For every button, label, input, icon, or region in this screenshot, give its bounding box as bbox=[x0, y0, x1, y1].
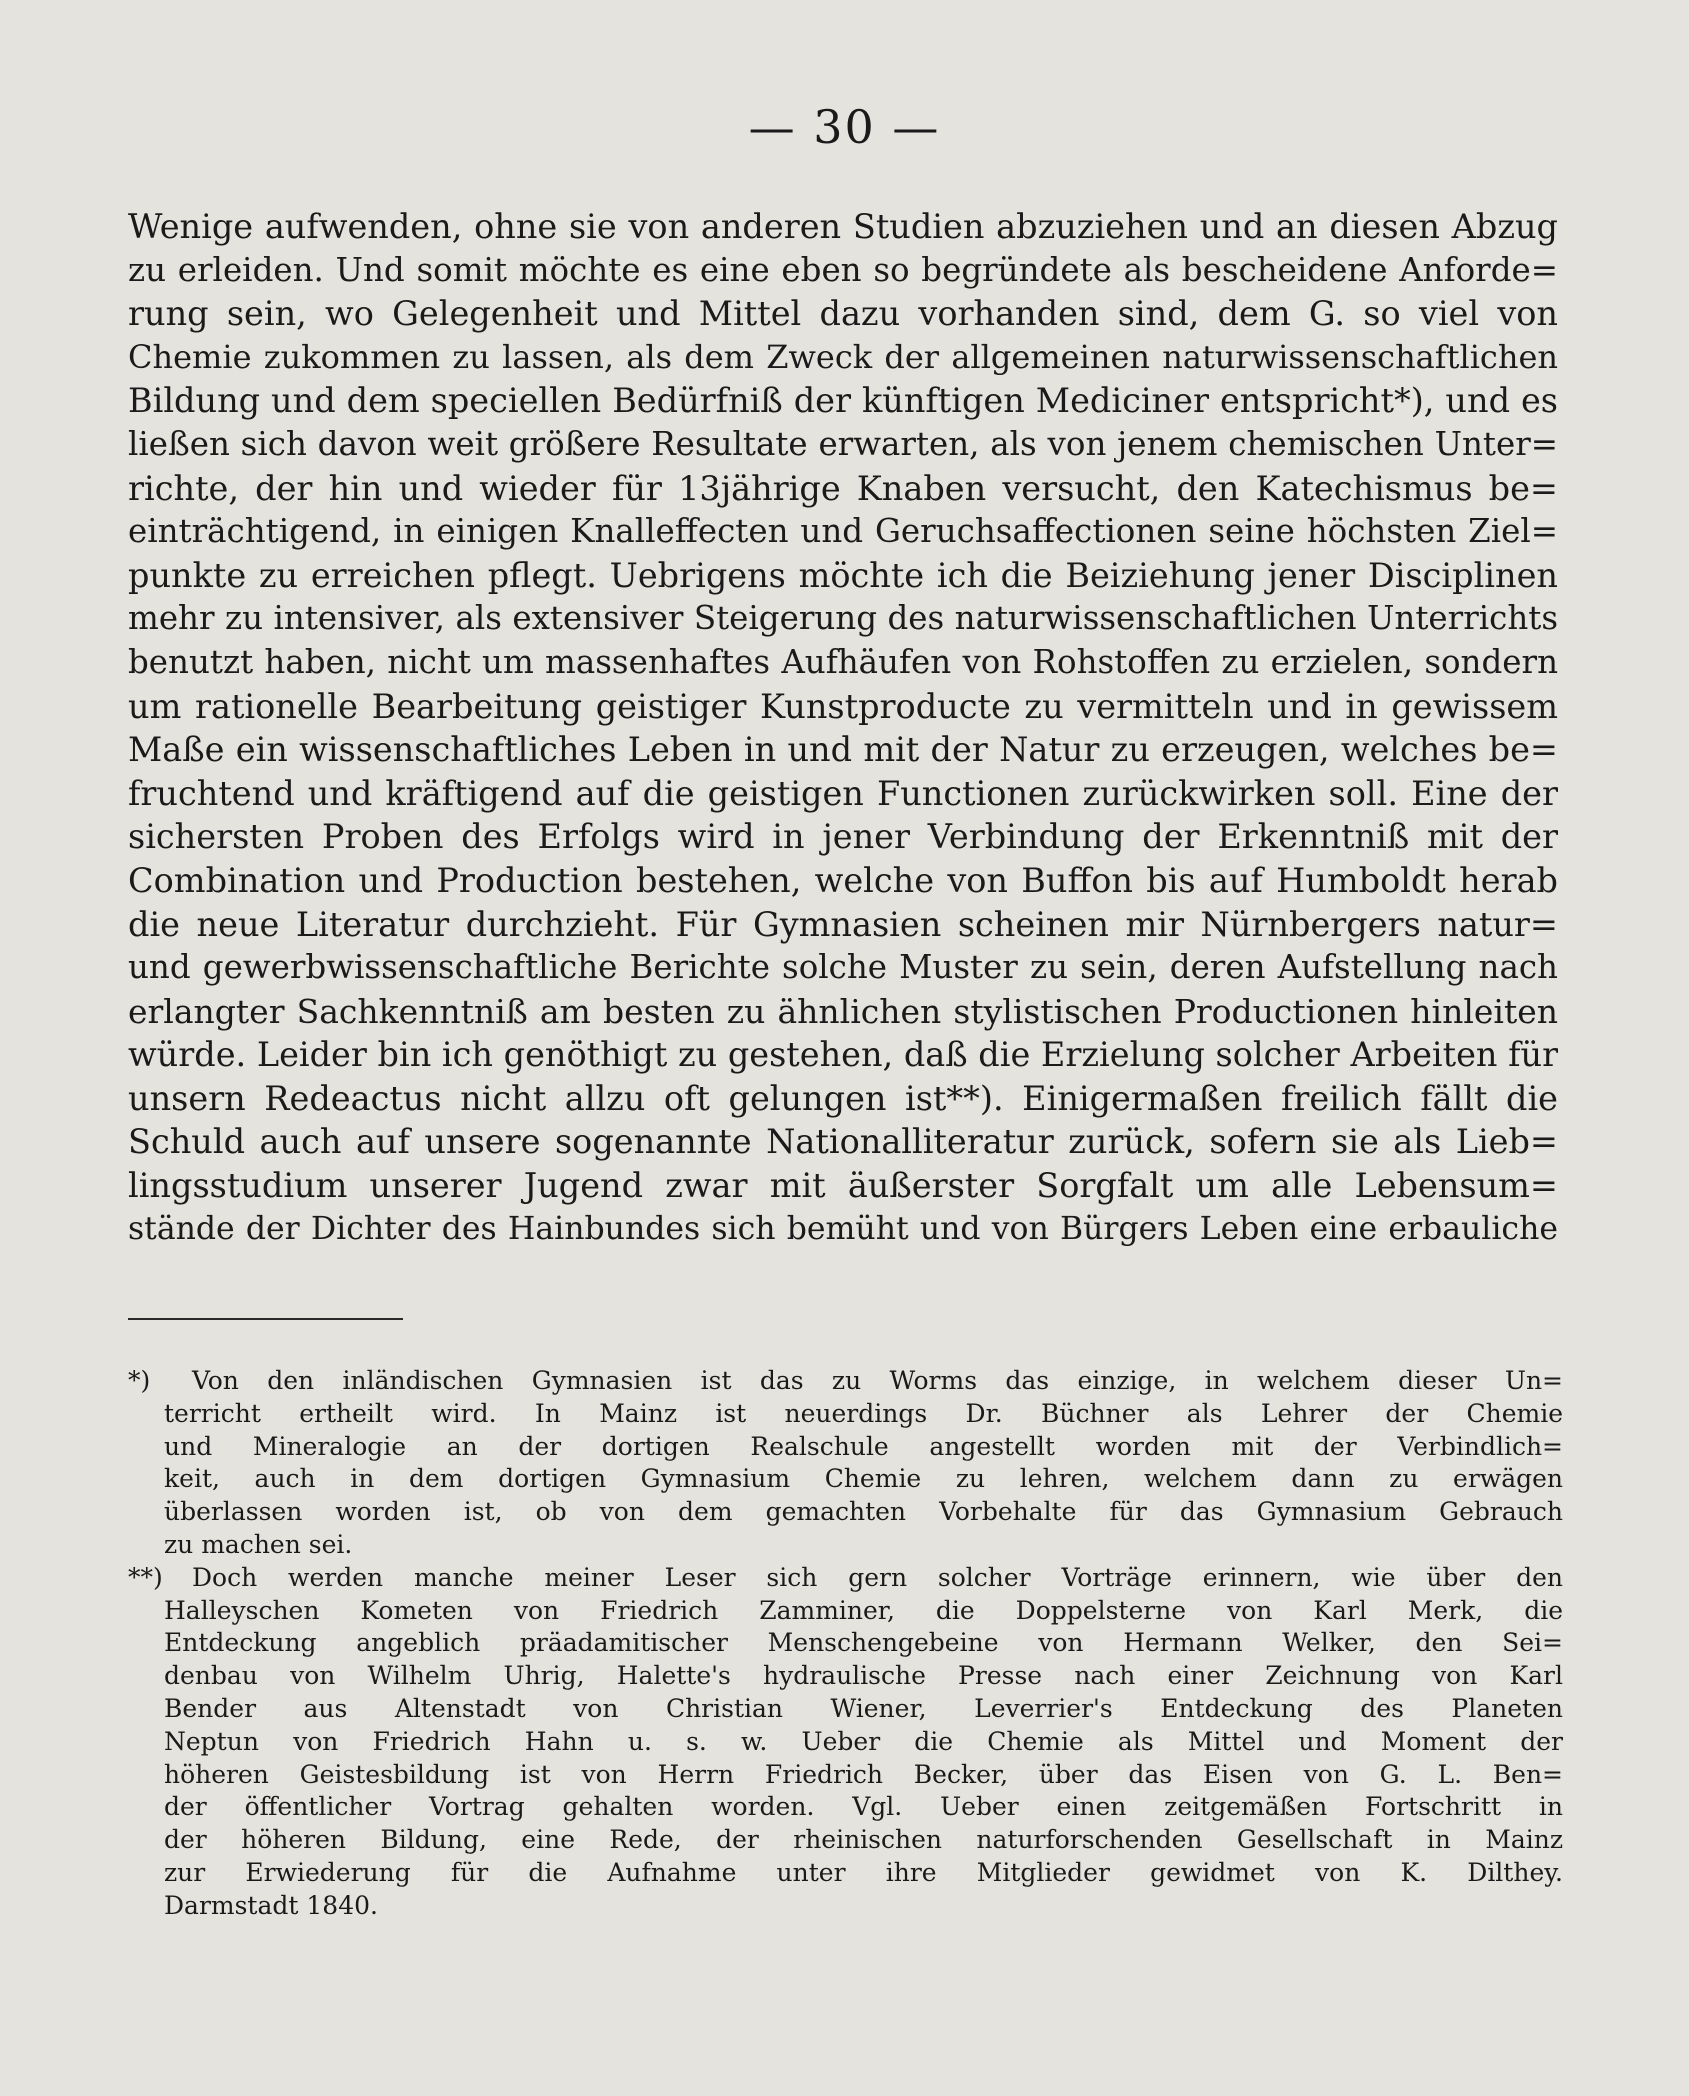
footnote-1-line: terricht ertheilt wird. In Mainz ist neuerdings Dr. Büchner als Lehrer der Chemie bbox=[164, 1398, 1563, 1428]
text-line: Chemie zukommen zu lassen, als dem Zweck der allgemeinen naturwissenschaftlichen bbox=[128, 337, 1558, 376]
footnote-2-line: höheren Geistesbildung ist von Herrn Friedrich Becker, über das Eisen von G. L. Ben= bbox=[164, 1759, 1563, 1789]
footnote-2-line: Halleyschen Kometen von Friedrich Zamminer, die Doppelsterne von Karl Merk, die bbox=[164, 1595, 1563, 1625]
text-line: Bildung und dem speciellen Bedürfniß der künftigen Mediciner entspricht*), und es bbox=[128, 381, 1558, 421]
text-line: unsern Redeactus nicht allzu oft gelungen ist**). Einigermaßen freilich fällt die bbox=[128, 1078, 1558, 1118]
text-line: punkte zu erreichen pflegt. Uebrigens möchte ich die Beiziehung jener Disciplinen bbox=[128, 555, 1558, 595]
footnote-marker: **) bbox=[128, 1562, 163, 1592]
footnotes bbox=[128, 1365, 1563, 1923]
footnote-1-line: überlassen worden ist, ob von dem gemachten Vorbehalte für das Gymnasium Gebrauch bbox=[164, 1497, 1563, 1527]
text-line: Maße ein wissenschaftliches Leben in und mit der Natur zu erzeugen, welches be= bbox=[128, 730, 1558, 770]
footnote-1-line: *) Von den inländischen Gymnasien ist das zu Worms das einzige, in welchem dieser Un= bbox=[128, 1365, 1563, 1398]
text-line: einträchtigend, in einigen Knalleffecten und Geruchsaffectionen seine höchsten Ziel= bbox=[128, 512, 1558, 551]
text-line: stände der Dichter des Hainbundes sich bemüht und von Bürgers Leben eine erbauliche bbox=[128, 1210, 1558, 1247]
text-line: fruchtend und kräftigend auf die geistigen Functionen zurückwirken soll. Eine der bbox=[128, 773, 1558, 813]
footnote-2-line: **) Doch werden manche meiner Leser sich gern solcher Vorträge erinnern, wie über den bbox=[128, 1562, 1563, 1595]
footnote-2-line: Bender aus Altenstadt von Christian Wiener, Leverrier's Entdeckung des Planeten bbox=[164, 1693, 1563, 1723]
text-line: ließen sich davon weit größere Resultate erwarten, als von jenem chemischen Unter= bbox=[128, 424, 1558, 463]
footnote-separator bbox=[128, 1318, 403, 1320]
footnote-2-line: Darmstadt 1840. bbox=[164, 1890, 378, 1920]
footnote-1-line: keit, auch in dem dortigen Gymnasium Chemie zu lehren, welchem dann zu erwägen bbox=[164, 1464, 1563, 1494]
footnote-marker: *) bbox=[128, 1366, 151, 1395]
footnote-1-line: zu machen sei. bbox=[164, 1529, 353, 1559]
text-line: richte, der hin und wieder für 13jährige Knaben versucht, den Katechismus be= bbox=[128, 468, 1558, 508]
text-line: um rationelle Bearbeitung geistiger Kunstproducte zu vermitteln und in gewissem bbox=[128, 686, 1558, 726]
footnote-2-line: Neptun von Friedrich Hahn u. s. w. Ueber die Chemie als Mittel und Moment der bbox=[164, 1726, 1563, 1756]
text-line: würde. Leider bin ich genöthigt zu gestehen, daß die Erzielung solcher Arbeiten für bbox=[128, 1035, 1558, 1075]
footnote-2-line: zur Erwiederung für die Aufnahme unter ihre Mitglieder gewidmet von K. Dilthey. bbox=[164, 1857, 1563, 1887]
text-line: zu erleiden. Und somit möchte es eine eben so begründete als bescheidene Anforde= bbox=[128, 250, 1558, 289]
text-line: sichersten Proben des Erfolgs wird in jener Verbindung der Erkenntniß mit der bbox=[128, 817, 1558, 857]
text-line: und gewerbwissenschaftliche Berichte solche Muster zu sein, deren Aufstellung nach bbox=[128, 948, 1558, 987]
footnote-2-line: der öffentlicher Vortrag gehalten worden. Vgl. Ueber einen zeitgemäßen Fortschritt in bbox=[164, 1792, 1563, 1822]
footnote-2-line: Entdeckung angeblich präadamitischer Menschengebeine von Hermann Welker, den Sei= bbox=[164, 1628, 1563, 1658]
text-line: lingsstudium unserer Jugend zwar mit äußerster Sorgfalt um alle Lebensum= bbox=[128, 1166, 1558, 1206]
text-line: Combination und Production bestehen, welche von Buffon bis auf Humboldt herab bbox=[128, 860, 1558, 900]
text-line: die neue Literatur durchzieht. Für Gymnasien scheinen mir Nürnbergers natur= bbox=[128, 904, 1558, 944]
text-line: Wenige aufwenden, ohne sie von anderen Studien abzuziehen und an diesen Abzug bbox=[128, 207, 1558, 246]
page-number: — 30 — bbox=[748, 100, 941, 154]
footnote-1-line: und Mineralogie an der dortigen Realschule angestellt worden mit der Verbindlich= bbox=[164, 1431, 1563, 1461]
text-line: erlangter Sachkenntniß am besten zu ähnlichen stylistischen Productionen hinleiten bbox=[128, 991, 1558, 1031]
footnote-2-line: der höheren Bildung, eine Rede, der rheinischen naturforschenden Gesellschaft in Mainz bbox=[164, 1825, 1563, 1855]
text-line: benutzt haben, nicht um massenhaftes Aufhäufen von Rohstoffen zu erzielen, sondern bbox=[128, 642, 1558, 681]
text-line: mehr zu intensiver, als extensiver Steigerung des naturwissenschaftlichen Unterrichts bbox=[128, 599, 1558, 638]
text-line: rung sein, wo Gelegenheit und Mittel dazu vorhanden sind, dem G. so viel von bbox=[128, 294, 1558, 334]
main-text bbox=[128, 205, 1558, 1251]
text-line: Schuld auch auf unsere sogenannte Nationalliteratur zurück, sofern sie als Lieb= bbox=[128, 1122, 1558, 1162]
footnote-2-line: denbau von Wilhelm Uhrig, Halette's hydraulische Presse nach einer Zeichnung von Karl bbox=[164, 1661, 1563, 1691]
